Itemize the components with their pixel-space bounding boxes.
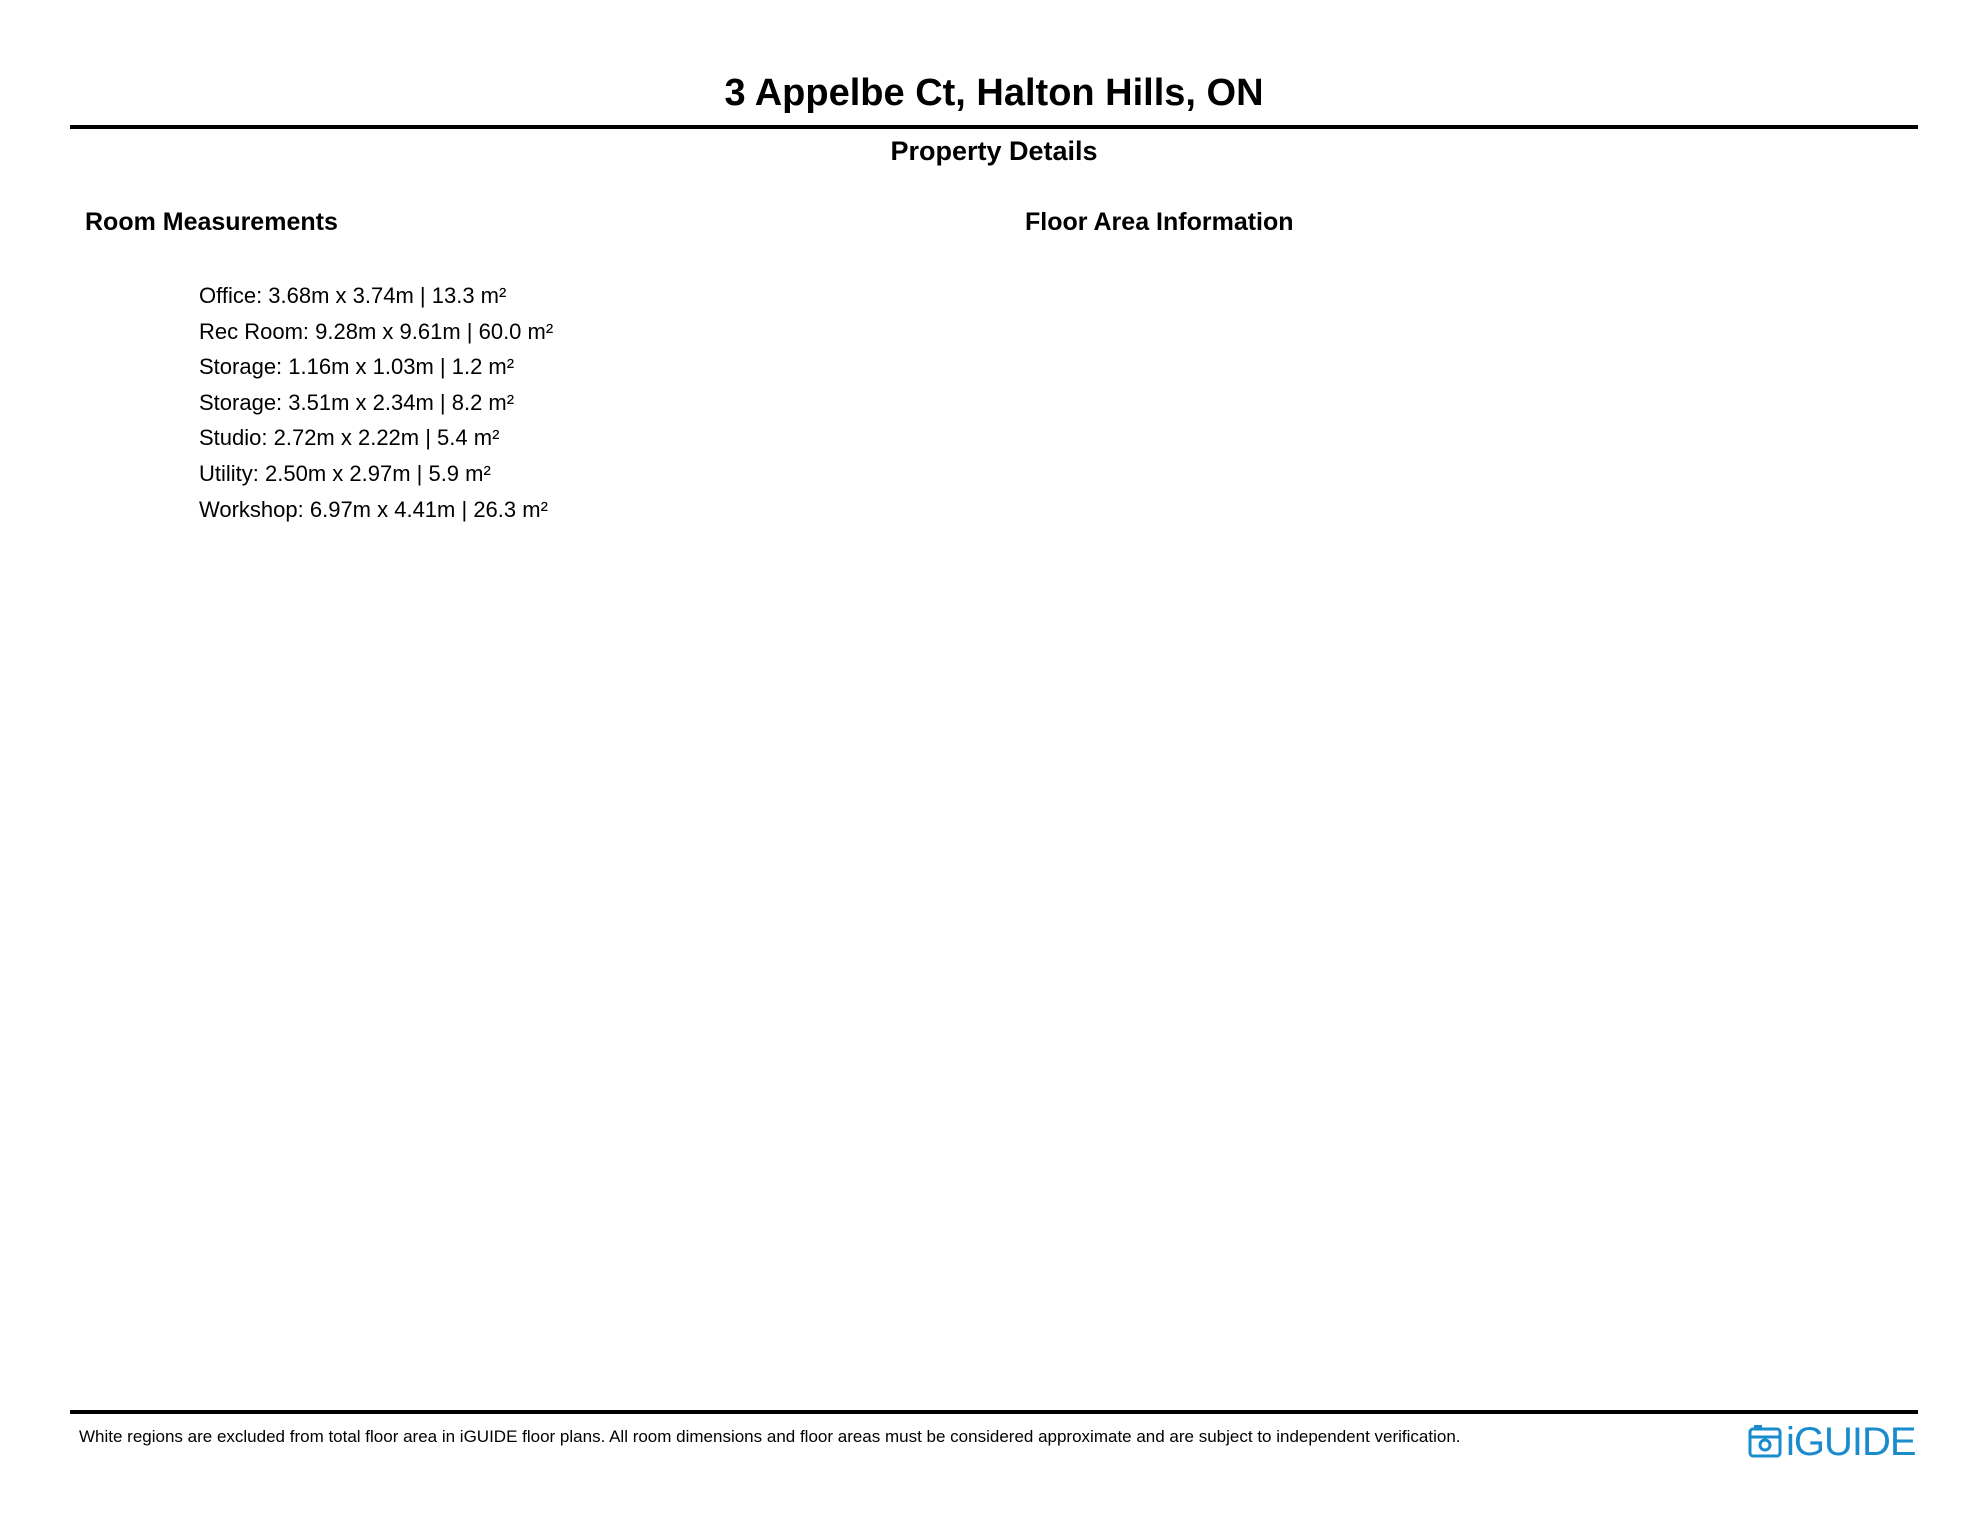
room-item: Rec Room: 9.28m x 9.61m | 60.0 m² [199,318,554,344]
room-measurements-heading: Room Measurements [85,208,338,236]
room-item: Office: 3.68m x 3.74m | 13.3 m² [199,283,507,308]
header-divider [70,125,1918,129]
footer-divider [70,1410,1918,1414]
floor-area-heading: Floor Area Information [1025,208,1294,236]
room-item: Workshop: 6.97m x 4.41m | 26.3 m² [199,496,548,522]
page-title: 3 Appelbe Ct, Halton Hills, ON [724,72,1264,114]
logo-text: iGUIDE [1786,1420,1916,1464]
room-list [199,278,553,527]
room-item: Studio: 2.72m x 2.22m | 5.4 m² [199,425,500,451]
footer-disclaimer: White regions are excluded from total floor area in iGUIDE floor plans. All room dimensions and floor areas must be considered approximate and are subject to independent verification. [79,1427,1461,1446]
room-item: Utility: 2.50m x 2.97m | 5.9 m² [199,460,491,486]
room-item: Storage: 3.51m x 2.34m | 8.2 m² [199,389,515,415]
page-subtitle: Property Details [890,136,1098,166]
iguide-logo [1748,1421,1916,1463]
camera-icon [1748,1425,1782,1459]
room-item: Storage: 1.16m x 1.03m | 1.2 m² [199,354,515,380]
